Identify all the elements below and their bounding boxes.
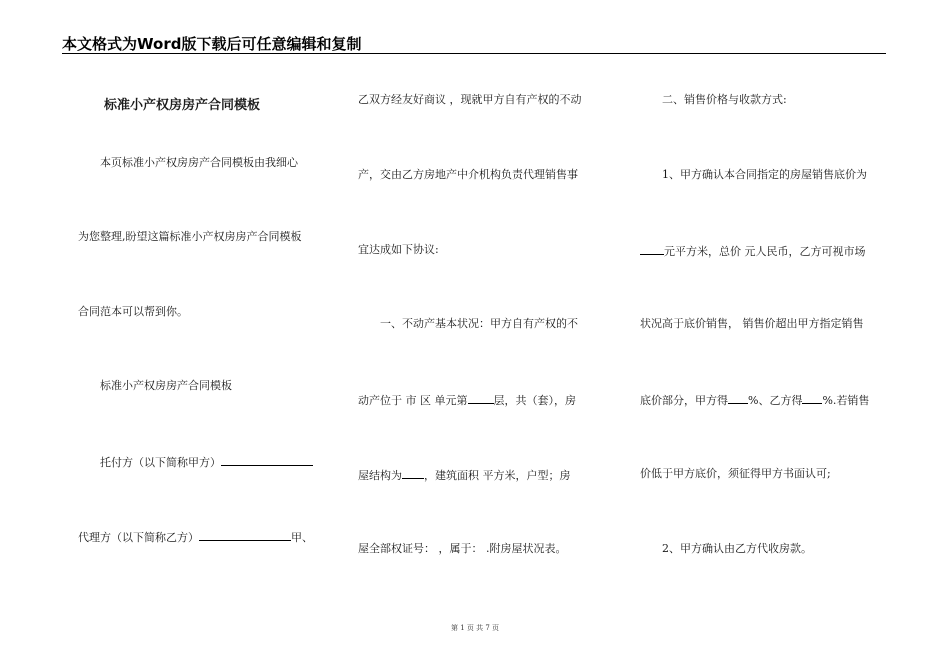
paragraph-line: 本页标准小产权房房产合同模板由我细心 — [100, 156, 298, 169]
commission-line — [640, 393, 869, 406]
party-a-percent-blank — [728, 393, 748, 404]
paragraph-fragment: 底价部分，甲方得 — [640, 394, 728, 407]
paragraph-line: 价低于甲方底价，须征得甲方书面认可; — [640, 467, 831, 480]
paragraph-line: 合同范本可以帮到你。 — [78, 305, 188, 318]
paragraph-fragment: 层，共（套），房 — [493, 394, 576, 407]
property-structure-line — [358, 468, 571, 481]
paragraph-line: 1、甲方确认本合同指定的房屋销售底价为 — [662, 168, 867, 181]
paragraph-line: 产，交由乙方房地产中介机构负责代理销售事 — [358, 168, 578, 181]
document-banner: 本文格式为Word版下载后可任意编辑和复制 — [62, 35, 362, 53]
principal-label: 托付方（以下简称甲方） — [100, 456, 221, 469]
paragraph-line: 为您整理,盼望这篇标准小产权房房产合同模板 — [78, 230, 302, 243]
price-blank — [640, 244, 664, 255]
document-title: 标准小产权房房产合同模板 — [104, 98, 261, 113]
agent-line — [78, 530, 313, 543]
paragraph-line: 屋全部权证号： ，属于： .附房屋状况表。 — [358, 542, 567, 555]
structure-blank — [402, 468, 424, 479]
party-b-percent-blank — [802, 393, 822, 404]
paragraph-line: 状况高于底价销售， 销售价超出甲方指定销售 — [640, 317, 864, 330]
agent-blank — [199, 530, 291, 541]
property-location-line — [358, 393, 576, 406]
paragraph-line: 宜达成如下协议: — [358, 243, 439, 256]
paragraph-line: 乙双方经友好商议 ，现就甲方自有产权的不动 — [358, 93, 582, 106]
price-line — [640, 244, 866, 257]
paragraph-fragment: 甲、 — [291, 531, 313, 544]
paragraph-fragment: ，建筑面积 平方米，户型；房 — [424, 469, 571, 482]
principal-blank — [221, 455, 313, 466]
paragraph-line: 标准小产权房房产合同模板 — [100, 379, 232, 392]
header-rule — [62, 53, 886, 54]
paragraph-fragment: %、乙方得 — [748, 394, 803, 407]
paragraph-fragment: %.若销售 — [822, 394, 870, 407]
paragraph-fragment: 元平方米，总价 元人民币，乙方可视市场 — [664, 245, 866, 258]
paragraph-line: 一、不动产基本状况：甲方自有产权的不 — [380, 317, 578, 330]
section-heading: 二、销售价格与收款方式: — [662, 93, 787, 106]
floor-blank — [468, 393, 494, 404]
paragraph-fragment: 屋结构为 — [358, 469, 402, 482]
paragraph-fragment: 动产位于 市 区 单元第 — [358, 394, 468, 407]
page-number: 第 1 页 共 7 页 — [450, 624, 500, 632]
principal-line — [100, 455, 313, 468]
agent-label: 代理方（以下简称乙方） — [78, 531, 199, 544]
paragraph-line: 2、甲方确认由乙方代收房款。 — [662, 542, 812, 555]
